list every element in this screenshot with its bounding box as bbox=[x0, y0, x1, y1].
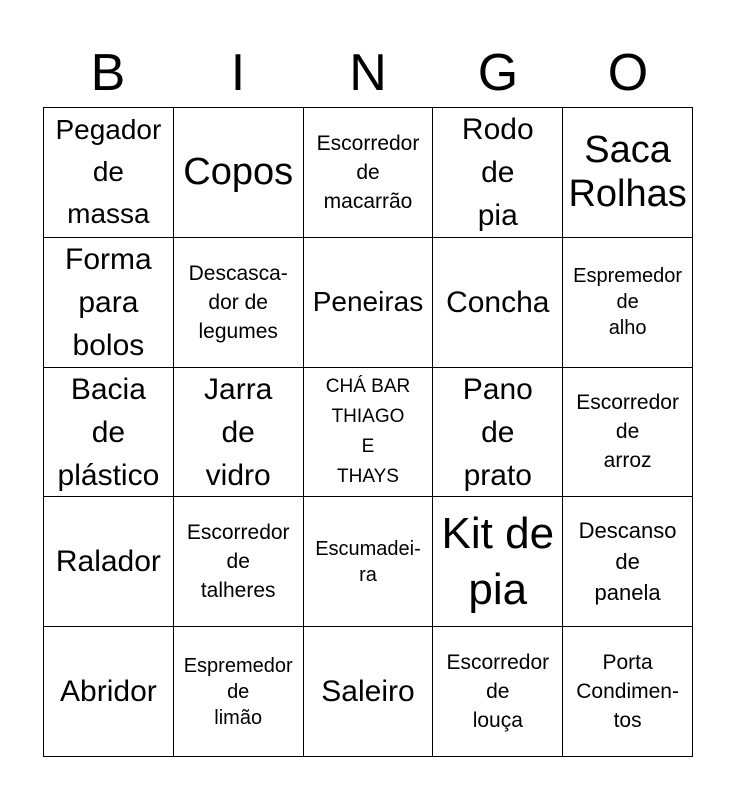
cell-label: Copos bbox=[183, 151, 294, 194]
bingo-cell[interactable] bbox=[433, 497, 563, 627]
bingo-cell[interactable] bbox=[563, 238, 693, 368]
cell-label: Forma para bolos bbox=[65, 242, 152, 362]
bingo-cell[interactable] bbox=[174, 238, 304, 368]
cell-label: Espremedor de alho bbox=[573, 265, 683, 340]
bingo-cell[interactable] bbox=[433, 238, 563, 368]
bingo-header bbox=[43, 42, 693, 104]
header-letter-b: B bbox=[90, 44, 126, 102]
bingo-cell[interactable] bbox=[304, 627, 434, 757]
cell-label: Pegador de massa bbox=[55, 114, 162, 230]
bingo-cell[interactable] bbox=[174, 627, 304, 757]
bingo-cell[interactable] bbox=[433, 108, 563, 238]
bingo-cell[interactable] bbox=[174, 108, 304, 238]
bingo-cell[interactable] bbox=[174, 368, 304, 498]
free-space-label: CHÁ BAR THIAGO E THAYS bbox=[325, 375, 411, 487]
cell-label: Saleiro bbox=[321, 675, 415, 709]
bingo-cell[interactable] bbox=[44, 497, 174, 627]
cell-label: Bacia de plástico bbox=[57, 372, 160, 492]
cell-label: Porta Condimen- tos bbox=[576, 651, 679, 733]
bingo-cell[interactable] bbox=[433, 368, 563, 498]
bingo-cell[interactable] bbox=[174, 497, 304, 627]
bingo-cell[interactable] bbox=[44, 108, 174, 238]
bingo-cell[interactable] bbox=[304, 497, 434, 627]
cell-label: Concha bbox=[446, 285, 550, 319]
header-letter-i: I bbox=[230, 44, 246, 102]
cell-label: Peneiras bbox=[312, 286, 424, 318]
bingo-cell[interactable] bbox=[433, 627, 563, 757]
cell-label: Kit de pia bbox=[441, 508, 555, 614]
header-letter-o: O bbox=[607, 44, 649, 102]
cell-label: Escorredor de macarrão bbox=[316, 131, 420, 213]
cell-label: Descasca- dor de legumes bbox=[188, 261, 288, 343]
bingo-cell[interactable] bbox=[304, 238, 434, 368]
cell-label: Rodo de pia bbox=[461, 112, 534, 232]
bingo-board bbox=[43, 107, 693, 757]
cell-label: Escorredor de talheres bbox=[186, 521, 290, 603]
cell-label: Abridor bbox=[60, 675, 157, 709]
bingo-cell[interactable] bbox=[304, 108, 434, 238]
cell-label: Escumadei- ra bbox=[315, 537, 421, 586]
bingo-cell[interactable] bbox=[44, 238, 174, 368]
cell-label: Jarra de vidro bbox=[204, 372, 273, 492]
cell-label: Pano de prato bbox=[462, 372, 533, 492]
bingo-cell[interactable] bbox=[563, 108, 693, 238]
header-letter-n: N bbox=[349, 44, 387, 102]
cell-label: Escorredor de arroz bbox=[576, 391, 679, 473]
cell-label: Descanso de panela bbox=[578, 518, 677, 606]
cell-label: Espremedor de limão bbox=[183, 654, 293, 729]
bingo-cell[interactable] bbox=[44, 627, 174, 757]
bingo-cell[interactable] bbox=[563, 497, 693, 627]
bingo-cell[interactable] bbox=[563, 368, 693, 498]
cell-label: Escorredor de louça bbox=[446, 651, 550, 733]
header-letter-g: G bbox=[477, 44, 519, 102]
bingo-cell[interactable] bbox=[44, 368, 174, 498]
bingo-cell[interactable] bbox=[563, 627, 693, 757]
cell-label: Saca Rolhas bbox=[568, 129, 687, 216]
cell-label: Ralador bbox=[55, 545, 161, 579]
free-space-cell[interactable] bbox=[304, 368, 434, 498]
